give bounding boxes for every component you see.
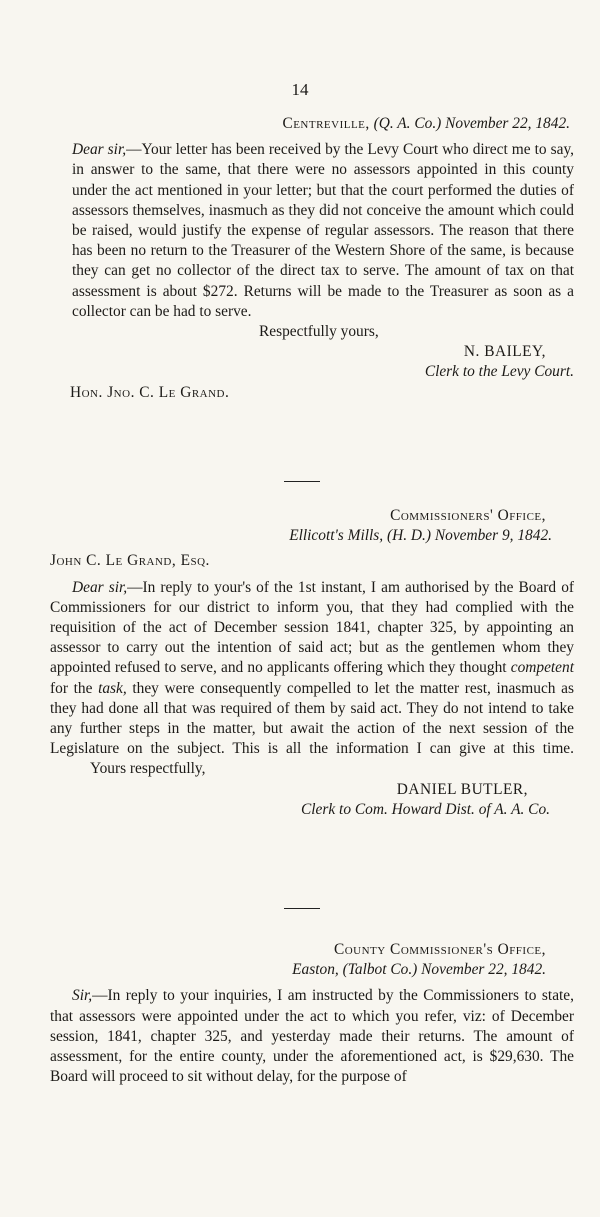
letter-body [72, 140, 574, 322]
office: Commissioners' Office, [390, 507, 546, 524]
signer: N. BAILEY, [463, 343, 546, 361]
addressee: Hon. Jno. C. Le Grand. [70, 383, 230, 401]
body-task: task, [98, 679, 127, 697]
salutation: Sir, [72, 987, 93, 1005]
place: Easton, [292, 961, 339, 979]
body-text: —In reply to your's of the 1st instant, I am authorised by the Board of Commissioners for our district to inform you, that they had complied with the requisition of the act of December session 1841, chapter 325, by appointing an assessor to carry out the intention of said act; but as the gentlemen whom they appointed refused to serve, and no applicants offering which they thought [50, 578, 575, 677]
date: November 22, 1842. [445, 115, 570, 132]
divider-rule [284, 908, 320, 909]
salutation: Dear sir, [72, 578, 128, 596]
closing: Respectfully yours, [259, 323, 379, 341]
office: County Commissioner's Office, [333, 941, 546, 958]
date: November 22, 1842. [421, 961, 546, 979]
place: Ellicott's Mills, [289, 527, 384, 545]
salutation: Dear sir, [72, 141, 127, 159]
county: (H. D.) [386, 527, 432, 545]
county: (Talbot Co.) [342, 961, 418, 979]
dateline [50, 960, 574, 980]
body-text: —Your letter has been received by the Levy Court who direct me to say, in answer to the same, that there were no assessors appointed in this county under the act mentioned in your letter; but that the court performed the duties of assessors themselves, inasmuch as they did not conceive the amount which could be raised, would justify the expense of regular assessors. The reason that there has been no return to the Treasurer of the Western Shore of the same, is because they can get no collector of the direct tax to serve. The amount of tax on that assessment is about $272. Returns will be made to the Treasurer as soon as a collector can be had to serve. [72, 141, 574, 320]
signer-title: Clerk to Com. Howard Dist. of A. A. Co. [301, 800, 550, 818]
signer-title: Clerk to the Levy Court. [424, 363, 574, 381]
dateline [50, 526, 574, 546]
county: (Q. A. Co.) [373, 115, 442, 132]
date: November 9, 1842. [434, 527, 552, 545]
divider-rule [284, 481, 320, 482]
dateline [72, 114, 574, 134]
letter-easton [50, 940, 574, 1087]
letter-body [50, 986, 574, 1087]
addressee: John C. Le Grand, Esq. [50, 552, 210, 570]
letter-body [50, 578, 574, 780]
body-text: —In reply to your inquiries, I am instructed by the Commissioners to state, that assessors were appointed under the act to which you refer, viz: of December session, 1841, chapter 325, and yesterday made their returns. The amount of assessment, for the entire county, under the aforementioned act, is $29,630. The Board will proceed to sit without delay, for the purpose of [50, 987, 574, 1086]
closing: Yours respectfully, [90, 760, 206, 778]
place: Centreville, [282, 115, 370, 132]
body-competent: competent [510, 659, 574, 677]
letter-centreville [72, 114, 574, 403]
signer: DANIEL BUTLER, [396, 780, 528, 798]
body-end: they were consequently compelled to let the matter rest, inasmuch as they had done all that was required of them by said act. They do not intend to take any further steps in the matter, but await the action of the next session of the Legislature on the subject. This is all the information I can give at this time. [50, 679, 574, 758]
letter-ellicotts-mills [50, 506, 574, 820]
body-mid: for the [50, 679, 93, 697]
page-number: 14 [291, 80, 309, 99]
